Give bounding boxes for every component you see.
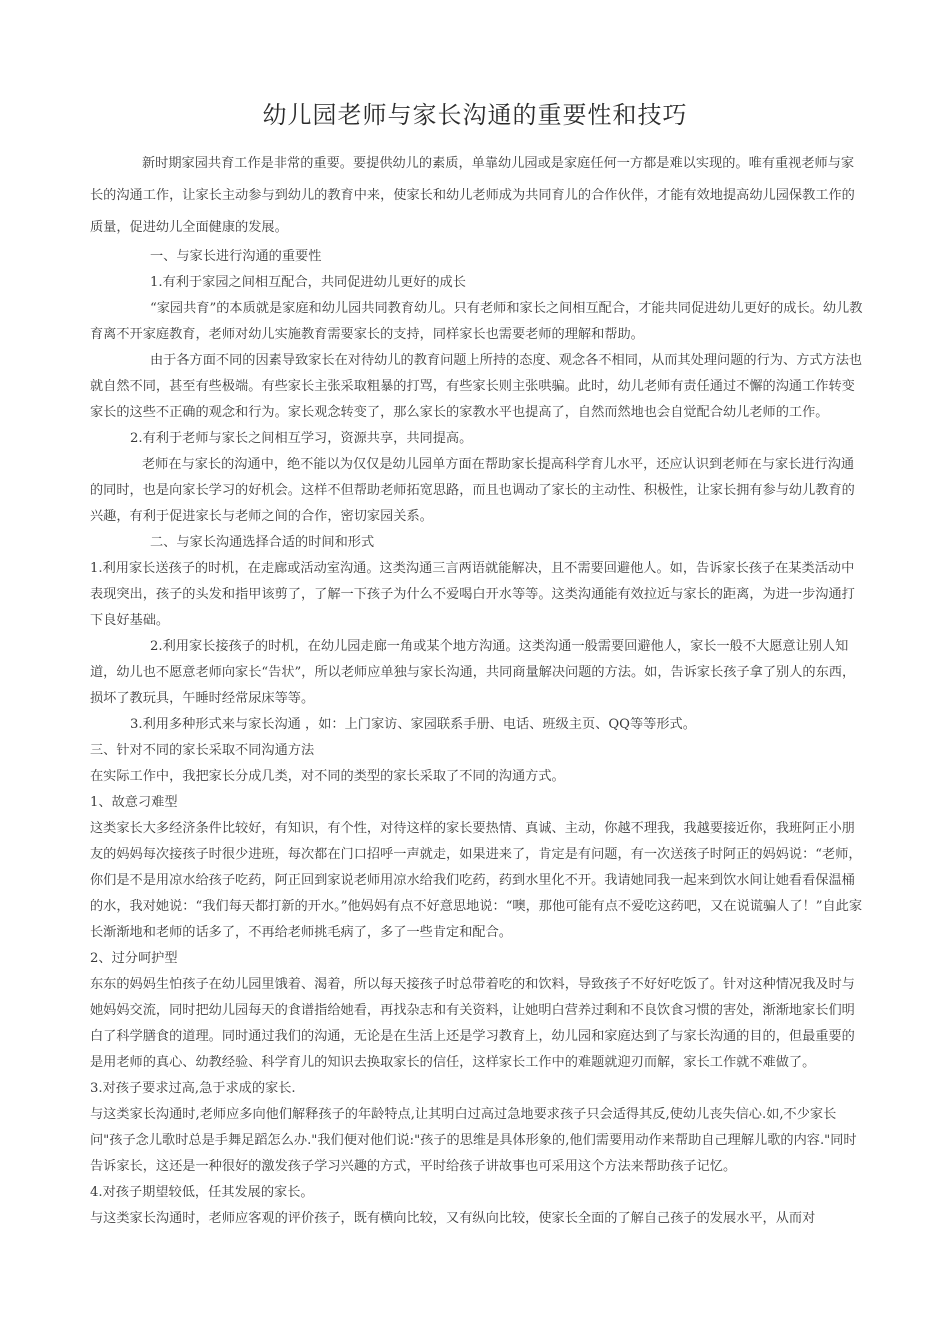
section-heading-1: 一、与家长进行沟通的重要性 bbox=[150, 249, 322, 264]
section-heading-3: 三、针对不同的家长采取不同沟通方法 bbox=[90, 743, 315, 758]
paragraph: 老师在与家长的沟通中，绝不能以为仅仅是幼儿园单方面在帮助家长提高科学育儿水平，还应认识到老师在与家长进行沟通的同时，也是向家长学习的好机会。这样不但帮助老师拓宽思路，而且也调动了家长的主动性、积极性，让家长拥有参与幼儿教育的兴趣，有利于促进家长与老师之间的合作，密切家园关系。 bbox=[90, 457, 855, 524]
subheading-3-2: 2、过分呵护型 bbox=[90, 951, 178, 966]
intro-paragraph: 新时期家园共育工作是非常的重要。要提供幼儿的素质，单靠幼儿园或是家庭任何一方都是难以实现的。唯有重视老师与家长的沟通工作，让家长主动参与到幼儿的教育中来，使家长和幼儿老师成为共同育儿的合作伙伴，才能有效地提高幼儿园保教工作的质量，促进幼儿全面健康的发展。 bbox=[90, 156, 855, 235]
subheading-3-1: 1、故意刁难型 bbox=[90, 795, 178, 810]
paragraph: 与这类家长沟通时，老师应客观的评价孩子，既有横向比较，又有纵向比较，使家长全面的了解自己孩子的发展水平，从而对 bbox=[90, 1211, 816, 1226]
paragraph: 2.利用家长接孩子的时机，在幼儿园走廊一角或某个地方沟通。这类沟通一般需要回避他人，家长一般不大愿意让别人知道，幼儿也不愿意老师向家长“告状”，所以老师应单独与家长沟通，共同商量解决问题的方法。如，告诉家长孩子拿了别人的东西，损坏了教玩具，午睡时经常尿床等等。 bbox=[90, 639, 856, 706]
paragraph: 在实际工作中，我把家长分成几类，对不同的类型的家长采取了不同的沟通方式。 bbox=[90, 769, 565, 784]
paragraph: 3.利用多种形式来与家长沟通 ，如：上门家访、家园联系手册、电话、班级主页、QQ等等形式。 bbox=[130, 717, 696, 732]
section-heading-2: 二、与家长沟通选择合适的时间和形式 bbox=[150, 535, 375, 550]
subheading-1-1: 1.有利于家园之间相互配合，共同促进幼儿更好的成长 bbox=[150, 275, 466, 290]
document-title: 幼儿园老师与家长沟通的重要性和技巧 bbox=[262, 101, 688, 129]
document-body bbox=[90, 148, 865, 1232]
subheading-3-3: 3.对孩子要求过高,急于求成的家长. bbox=[90, 1081, 296, 1096]
subheading-3-4: 4.对孩子期望较低，任其发展的家长。 bbox=[90, 1185, 314, 1200]
paragraph: 东东的妈妈生怕孩子在幼儿园里饿着、渴着，所以每天接孩子时总带着吃的和饮料，导致孩子不好好吃饭了。针对这种情况我及时与她妈妈交流，同时把幼儿园每天的食谱指给她看，再找杂志和有关资料，让她明白营养过剩和不良饮食习惯的害处，渐渐地家长们明白了科学膳食的道理。同时通过我们的沟通，无论是在生活上还是学习教育上，幼儿园和家庭达到了与家长沟通的目的，但最重要的是用老师的真心、幼教经验、科学育儿的知识去换取家长的信任，这样家长工作中的难题就迎刃而解，家长工作就不难做了。 bbox=[90, 977, 855, 1070]
paragraph: 由于各方面不同的因素导致家长在对待幼儿的教育问题上所持的态度、观念各不相同，从而其处理问题的行为、方式方法也就自然不同，甚至有些极端。有些家长主张采取粗暴的打骂，有些家长则主张哄骗。此时，幼儿老师有责任通过不懈的沟通工作转变家长的这些不正确的观念和行为。家长观念转变了，那么家长的家教水平也提高了，自然而然地也会自觉配合幼儿老师的工作。 bbox=[90, 353, 863, 420]
subheading-1-2: 2.有利于老师与家长之间相互学习，资源共享，共同提高。 bbox=[130, 431, 473, 446]
paragraph: “家园共育”的本质就是家庭和幼儿园共同教育幼儿。只有老师和家长之间相互配合，才能共同促进幼儿更好的成长。幼儿教育离不开家庭教育，老师对幼儿实施教育需要家长的支持，同样家长也需要老师的理解和帮助。 bbox=[90, 301, 863, 342]
paragraph: 这类家长大多经济条件比较好，有知识，有个性，对待这样的家长要热情、真诚、主动，你越不理我，我越要接近你，我班阿正小朋友的妈妈每次接孩子时很少进班，每次都在门口招呼一声就走，如果进来了，肯定是有问题，有一次送孩子时阿正的妈妈说：“老师，你们是不是用凉水给孩子吃药，阿正回到家说老师用凉水给我们吃药，药到水里化不开。我请她同我一起来到饮水间让她看看保温桶的水，我对她说：“我们每天都打新的开水。”他妈妈有点不好意思地说：“噢，那他可能有点不爱吃这药吧，又在说谎骗人了！”自此家长渐渐地和老师的话多了，不再给老师挑毛病了，多了一些肯定和配合。 bbox=[90, 821, 863, 940]
paragraph: 与这类家长沟通时,老师应多向他们解释孩子的年龄特点,让其明白过高过急地要求孩子只会适得其反,使幼儿丧失信心.如,不少家长问"孩子念儿歌时总是手舞足蹈怎么办."我们便对他们说:"孩子的思维是具体形象的,他们需要用动作来帮助自己理解儿歌的内容."同时告诉家长，这还是一种很好的激发孩子学习兴趣的方式，平时给孩子讲故事也可采用这个方法来帮助孩子记忆。 bbox=[90, 1107, 857, 1174]
paragraph: 1.利用家长送孩子的时机，在走廊或活动室沟通。这类沟通三言两语就能解决，且不需要回避他人。如，告诉家长孩子在某类活动中表现突出，孩子的头发和指甲该剪了，了解一下孩子为什么不爱喝白开水等等。这类沟通能有效拉近与家长的距离，为进一步沟通打下良好基础。 bbox=[90, 561, 855, 628]
